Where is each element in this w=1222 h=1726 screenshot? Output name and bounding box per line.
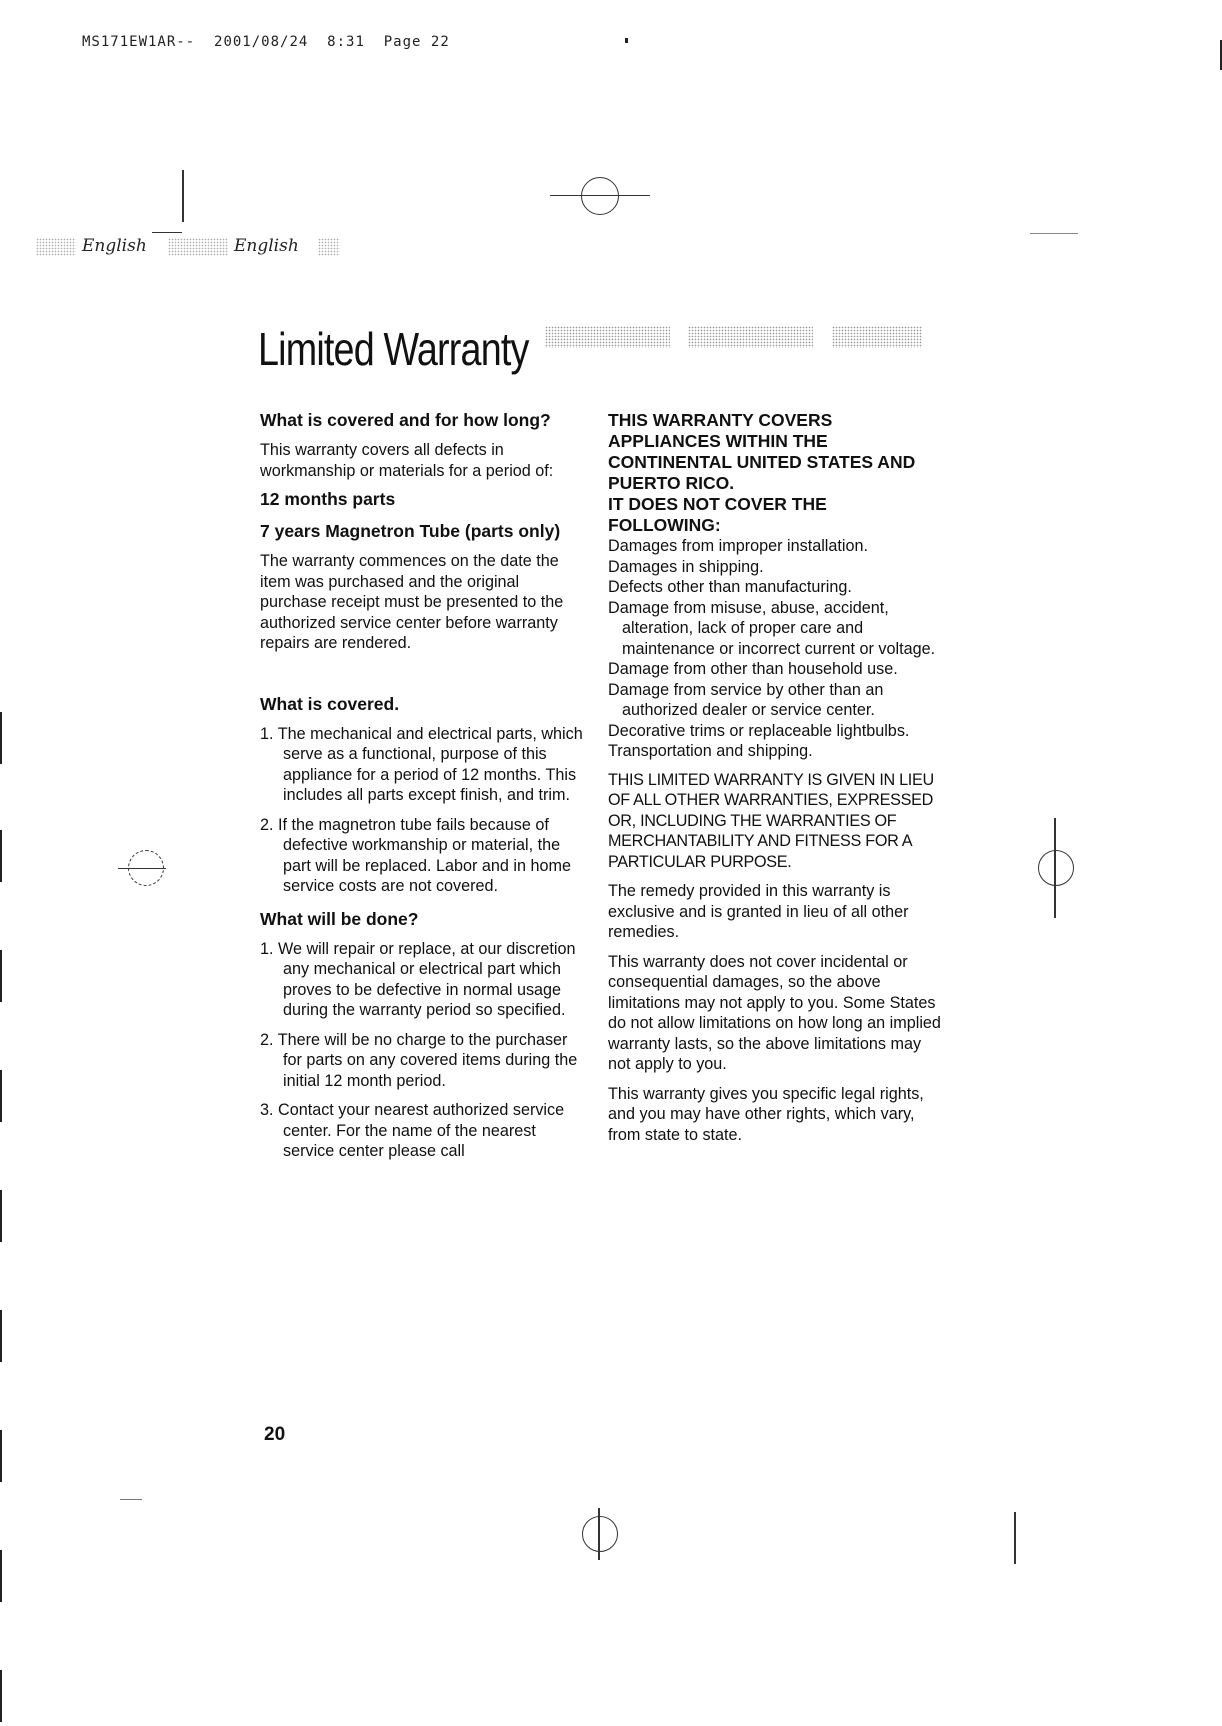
exclusion-item: Damage from misuse, abuse, accident, alteration, lack of proper care and maintenance or incorrect current or voltage.: [608, 598, 936, 658]
exclusion-item: Transportation and shipping.: [608, 742, 813, 760]
coverage-text: This warranty covers all defects in workmanship or materials for a period of:: [260, 441, 554, 480]
language-tab-1: English: [82, 236, 147, 256]
done-item-1: 1. We will repair or replace, at our discretion any mechanical or electrical part which proves to be defective in normal usage during the warranty period so specified.: [260, 939, 576, 1019]
remedy-text: The remedy provided in this warranty is exclusive and is granted in lieu of all other remedies.: [608, 882, 909, 941]
left-edge-bar: [0, 1550, 2, 1602]
covered-item-1: 1. The mechanical and electrical parts, which serve as a functional, purpose of this appliance for a period of 12 months. This includes all parts except finish, and trim.: [260, 724, 583, 804]
covered-item-2: 2. If the magnetron tube fails because of defective workmanship or material, the part will be replaced. Labor and in home service costs are not covered.: [260, 815, 571, 895]
exclusion-item: Damage from service by other than an authorized dealer or service center.: [608, 680, 884, 719]
registration-circle-top: [581, 177, 619, 215]
print-header: [82, 34, 450, 50]
left-edge-bar: [0, 1430, 2, 1482]
rights-text: This warranty gives you specific legal rights, and you may have other rights, which vary, from state to state.: [608, 1084, 924, 1144]
title-halftone-3: [832, 326, 922, 348]
exclusion-item: Decorative trims or replaceable lightbulbs.: [608, 721, 910, 740]
exclusion-item: Damages in shipping.: [608, 557, 764, 576]
print-time: 8:31: [327, 34, 365, 50]
done-item-3: 3. Contact your nearest authorized service center. For the name of the nearest service center please call: [260, 1101, 565, 1160]
left-edge-bar: [0, 1670, 2, 1722]
heading-covered: What is covered.: [260, 693, 400, 714]
limited-warranty-text: THIS LIMITED WARRANTY IS GIVEN IN LIEU OF ALL OTHER WARRANTIES, EXPRESSED OR, INCLUDING THE WARRANTIES OF MERCHANTABILITY AND FITNESS FOR A PARTICULAR PURPOSE.: [608, 770, 934, 871]
right-column: [608, 410, 943, 1145]
language-tab-2: English: [234, 236, 299, 256]
print-file: MS171EW1AR--: [82, 34, 196, 50]
heading-not-cover: IT DOES NOT COVER THE FOLLOWING:: [608, 494, 827, 535]
print-page-label: Page 22: [383, 34, 450, 50]
exclusion-item: Defects other than manufacturing.: [608, 578, 852, 596]
halftone-strip-3: [318, 238, 340, 256]
exclusion-item: Damage from other than household use.: [608, 660, 898, 678]
heading-done: What will be done?: [260, 908, 419, 929]
left-edge-bar: [0, 830, 2, 882]
page-number: 20: [264, 1424, 286, 1445]
left-edge-bar: [0, 1070, 2, 1122]
left-edge-bar: [0, 1190, 2, 1242]
crop-mark-bottom-left: [120, 1499, 142, 1500]
page-title: Limited Warranty: [258, 323, 529, 375]
incidental-text: This warranty does not cover incidental or consequential damages, so the above limitations may not apply to you. Some States do not allow limitations on how long an implied warranty lasts, so the above limitations may not apply to you.: [608, 952, 941, 1073]
done-item-2: 2. There will be no charge to the purchaser for parts on any covered items during the initial 12 month period.: [260, 1030, 578, 1090]
exclusion-item: Damages from improper installation.: [608, 537, 869, 555]
heading-covers: THIS WARRANTY COVERS APPLIANCES WITHIN THE CONTINENTAL UNITED STATES AND PUERTO RICO.: [608, 410, 916, 493]
left-edge-bar: [0, 950, 2, 1002]
print-date: 2001/08/24: [214, 34, 309, 50]
heading-coverage: What is covered and for how long?: [260, 410, 551, 430]
halftone-strip-2: [168, 238, 228, 256]
halftone-strip-1: [36, 238, 76, 256]
commence-text: The warranty commences on the date the item was purchased and the original purchase receipt must be presented to the authorized service center before warranty repairs are rendered.: [260, 552, 564, 652]
registration-circle-left: [128, 850, 164, 886]
printer-dot-mark: [625, 38, 628, 43]
left-edge-bar: [0, 712, 2, 764]
crop-mark-horizontal-top: [152, 232, 182, 233]
magnetron-term: 7 years Magnetron Tube (parts only): [260, 521, 561, 541]
left-column: [260, 410, 590, 1162]
title-halftone-1: [545, 326, 670, 348]
crop-mark-right-top: [1030, 233, 1078, 234]
crop-mark-bottom-right-v: [1014, 1512, 1016, 1564]
registration-circle-right: [1038, 850, 1074, 886]
registration-circle-bottom: [582, 1516, 618, 1552]
crop-mark-vertical-top: [182, 170, 184, 222]
left-edge-bar: [0, 1310, 2, 1362]
title-halftone-2: [688, 326, 813, 348]
parts-term: 12 months parts: [260, 489, 396, 509]
